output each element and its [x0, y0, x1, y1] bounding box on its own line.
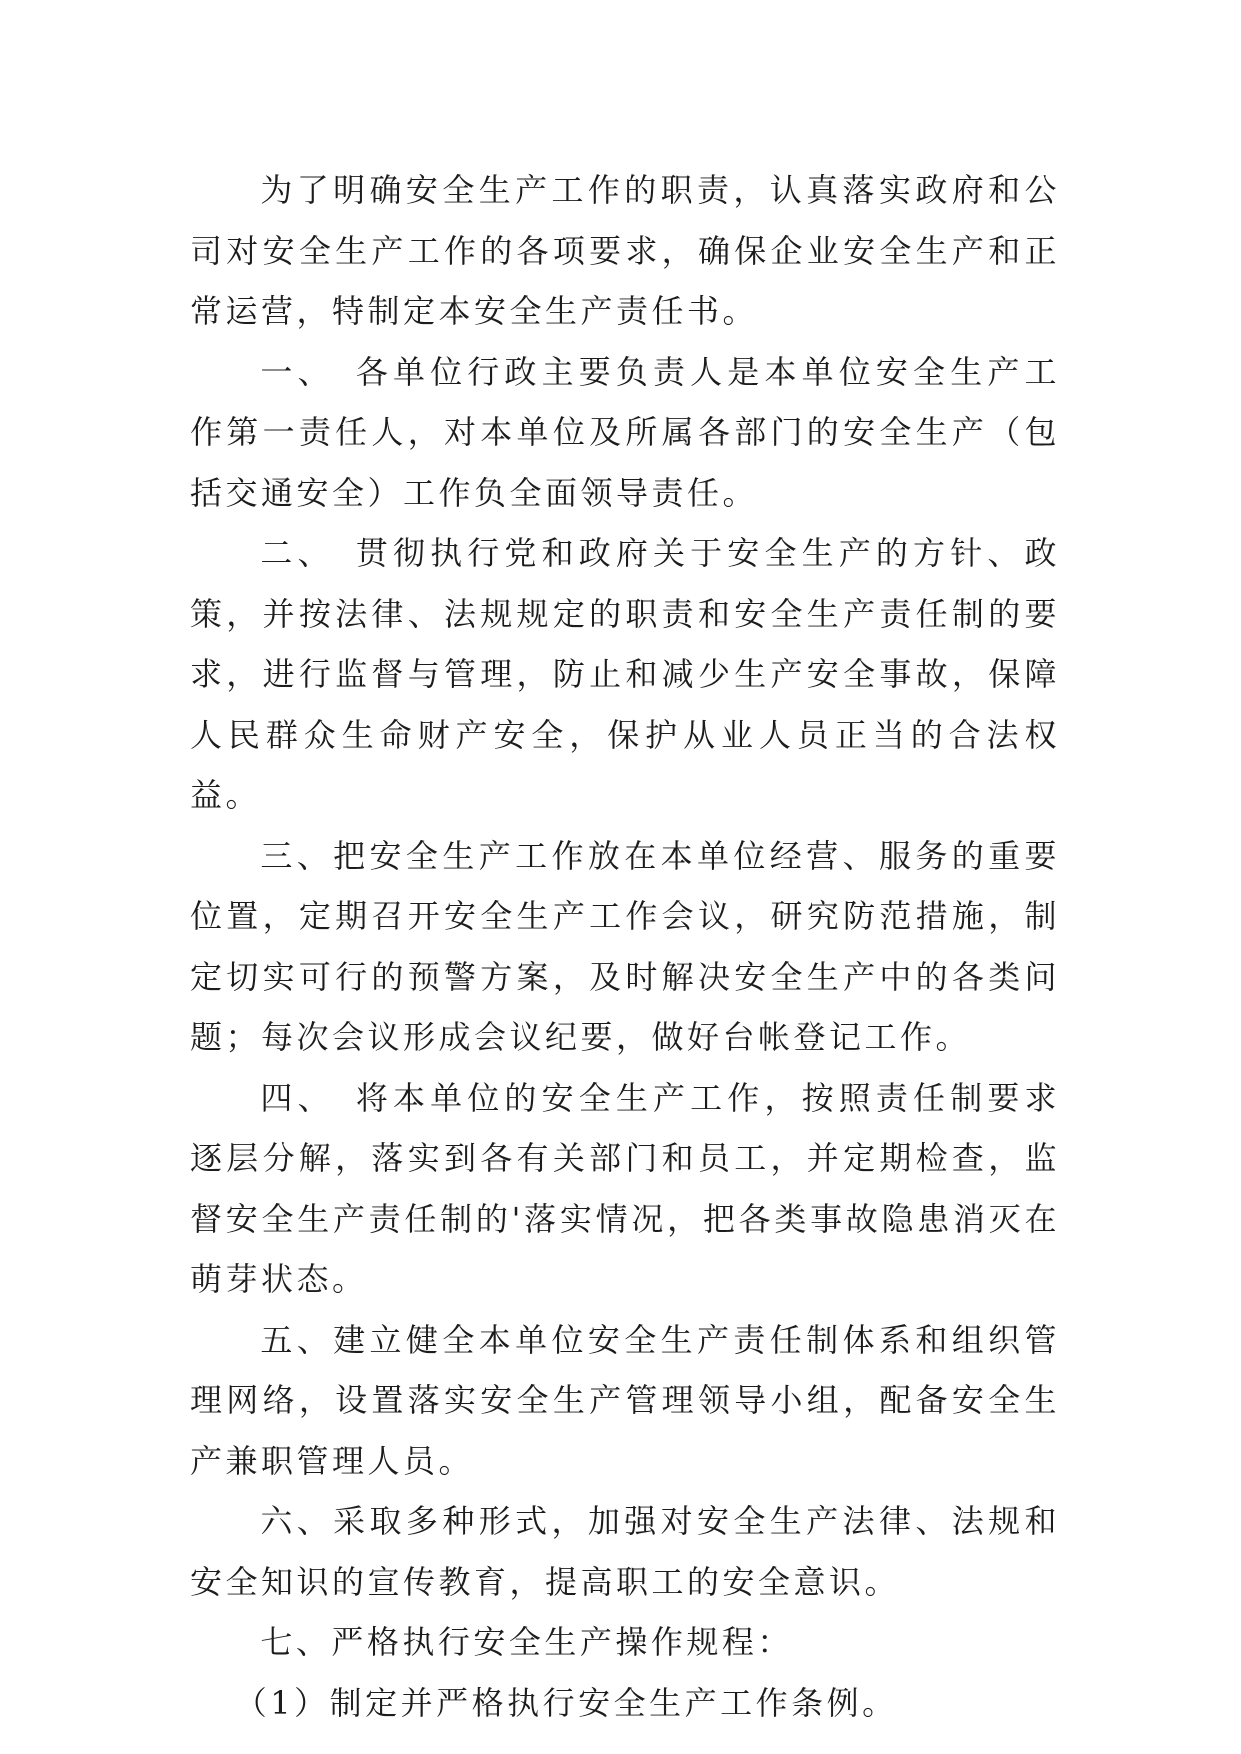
paragraph-intro: 为了明确安全生产工作的职责，认真落实政府和公司对安全生产工作的各项要求，确保企业安全生产和正常运营，特制定本安全生产责任书。 [190, 171, 1060, 330]
paragraph-item-3: 三、把安全生产工作放在本单位经营、服务的重要位置，定期召开安全生产工作会议，研究防范措施，制定切实可行的预警方案，及时解决安全生产中的各类问题；每次会议形成会议纪要，做好台帐登记工作。 [190, 836, 1060, 1056]
document-body [190, 160, 1060, 1733]
paragraph-item-5: 五、建立健全本单位安全生产责任制体系和组织管理网络，设置落实安全生产管理领导小组，配备安全生产兼职管理人员。 [190, 1320, 1060, 1480]
paragraph-item-4: 四、 将本单位的安全生产工作，按照责任制要求逐层分解，落实到各有关部门和员工，并定期检查，监督安全生产责任制的'落实情况，把各类事故隐患消灭在萌芽状态。 [190, 1078, 1060, 1298]
paragraph-subitem-1: （1）制定并严格执行安全生产工作条例。 [234, 1683, 898, 1722]
paragraph-item-1: 一、 各单位行政主要负责人是本单位安全生产工作第一责任人，对本单位及所属各部门的安全生产（包括交通安全）工作负全面领导责任。 [190, 352, 1060, 512]
paragraph-item-7: 七、严格执行安全生产操作规程： [260, 1623, 793, 1661]
paragraph-item-2: 二、 贯彻执行党和政府关于安全生产的方针、政策，并按法律、法规规定的职责和安全生产责任制的要求，进行监督与管理，防止和减少生产安全事故，保障人民群众生命财产安全，保护从业人员正当的合法权益。 [190, 534, 1060, 814]
paragraph-item-6: 六、采取多种形式，加强对安全生产法律、法规和安全知识的宣传教育，提高职工的安全意识。 [190, 1502, 1060, 1601]
